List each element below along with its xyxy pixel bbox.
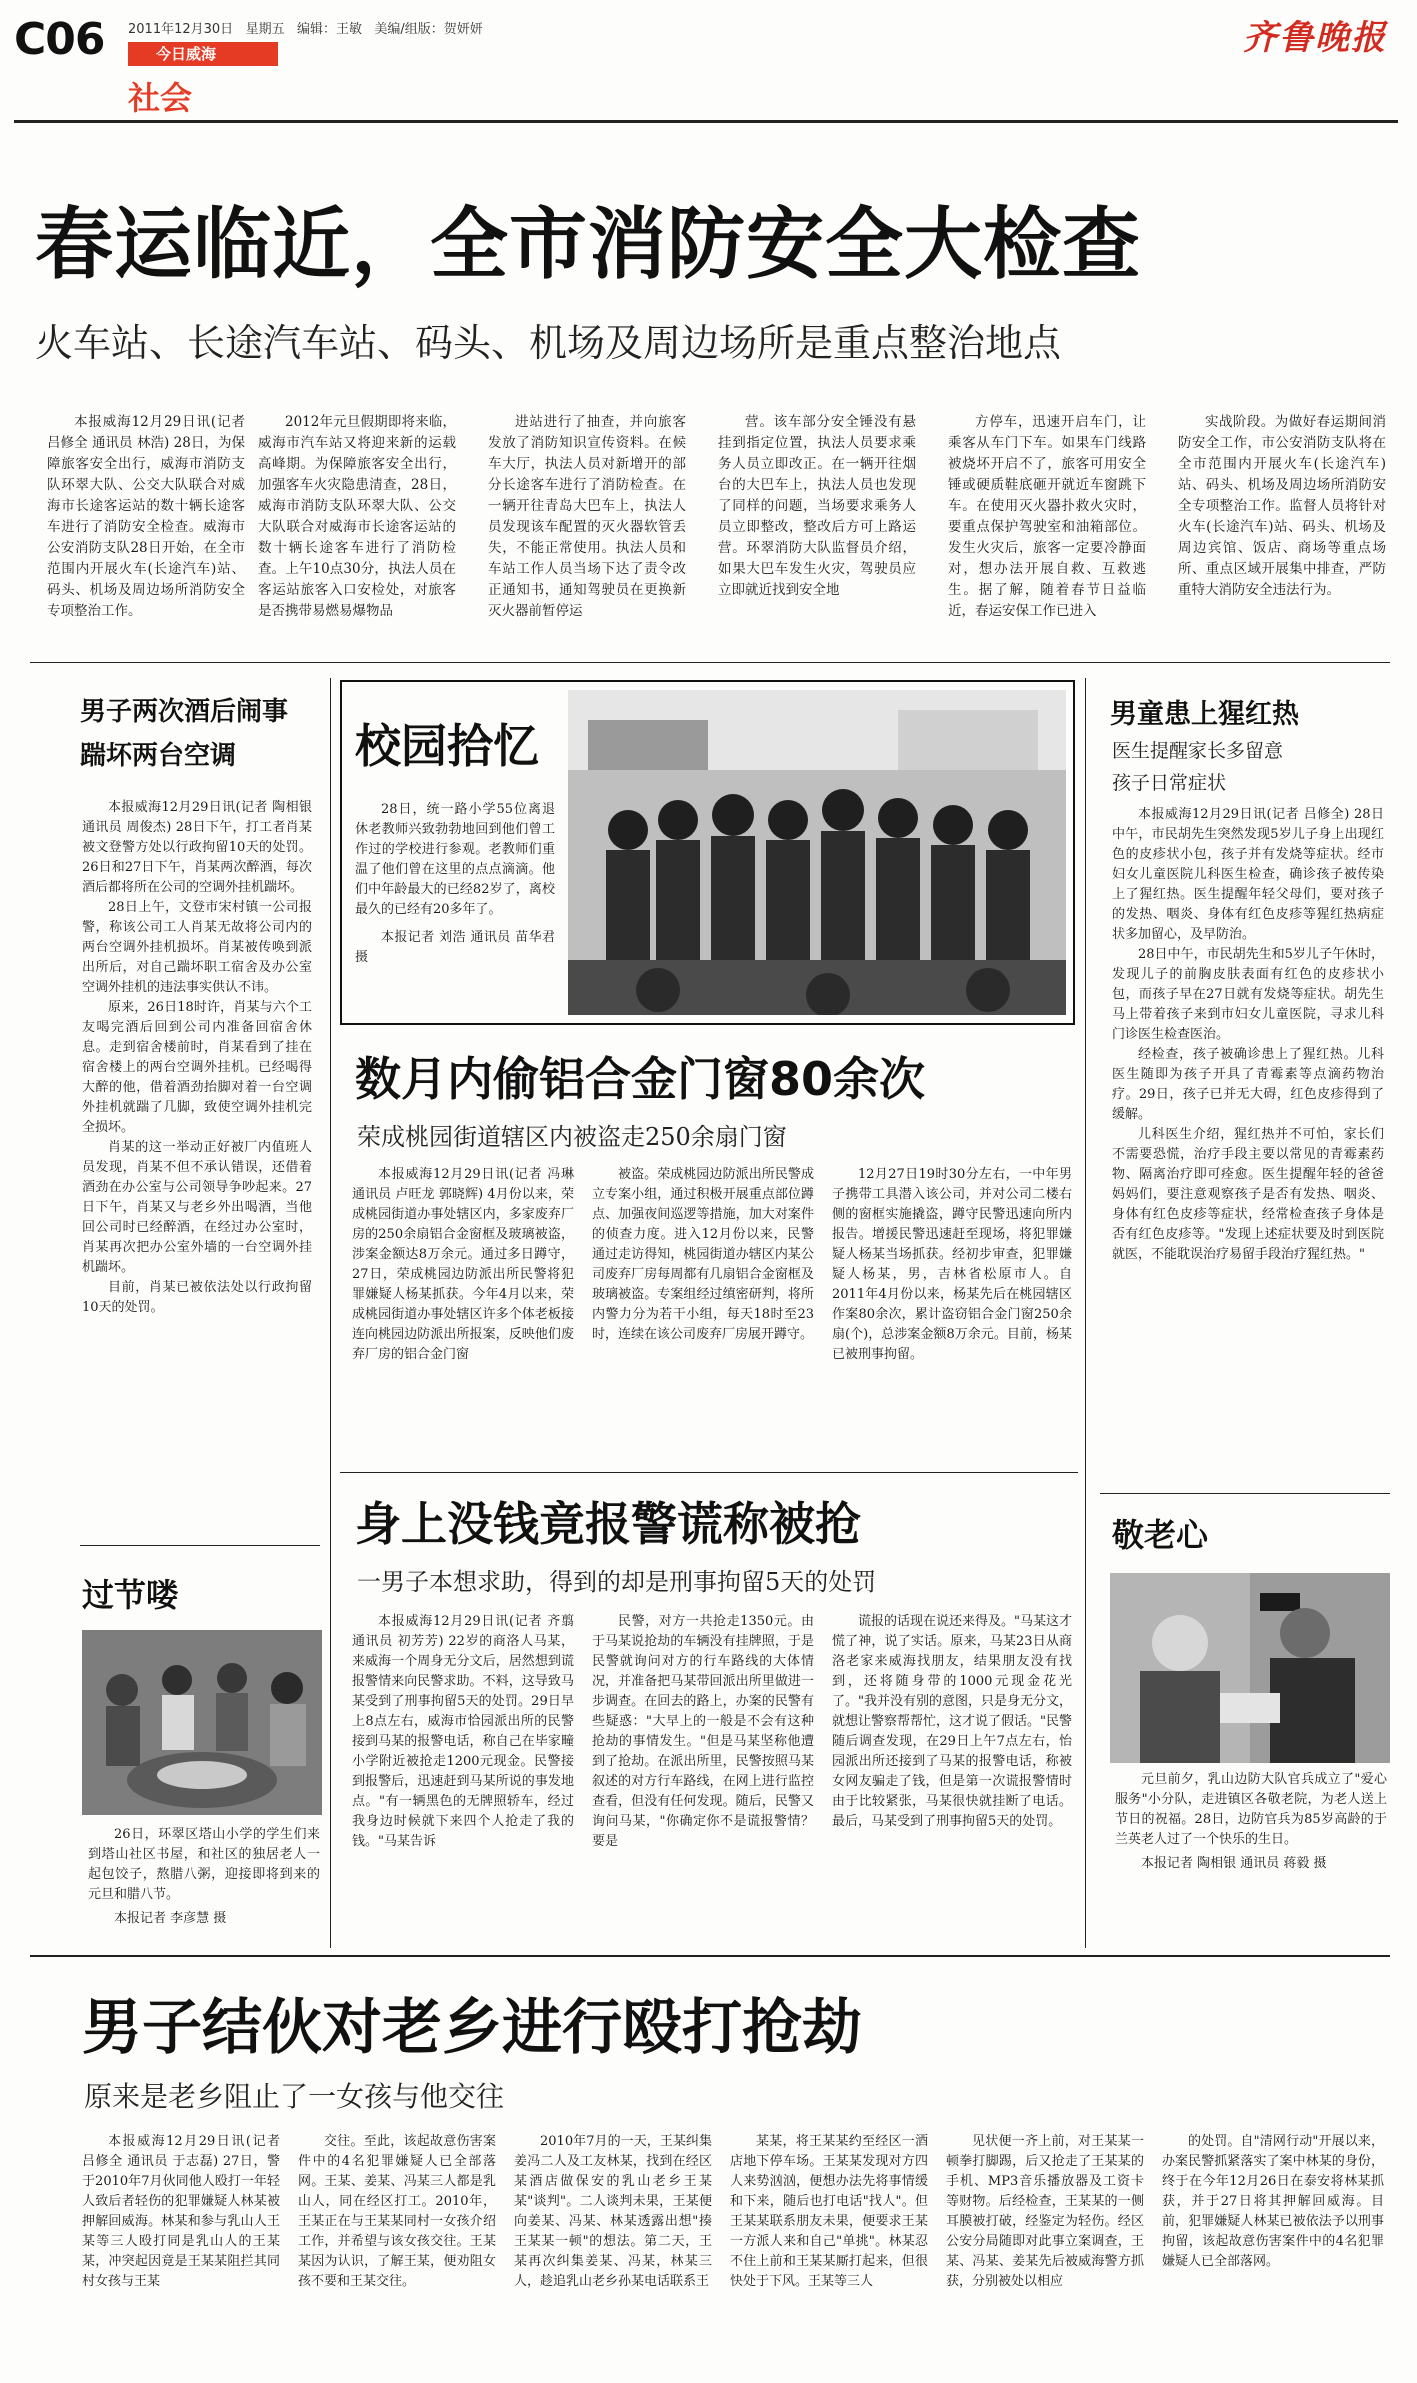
theft-paragraph: 12月27日19时30分左右，一中年男子携带工具潜入该公司，并对公司二楼右侧的窗框实施撬盗，蹲守民警迅速向所内报告。增援民警迅速赶至现场，将犯罪嫌疑人杨某当场抓获。经初步审查，犯罪嫌疑人杨某，男，吉林省松原市人。自2011年4月份以来，杨某先后在桃园辖区作案80余次，累计盗窃铝合金门窗250余扇(个)，总涉案金额8万余元。目前，杨某已被刑事拘留。 bbox=[832, 1167, 1072, 1362]
issue-date: 2011年12月30日 bbox=[128, 22, 234, 37]
bottom-headline: 男子结伙对老乡进行殴打抢劫 bbox=[82, 1993, 862, 2063]
false-report-headline: 身上没钱竟报警谎称被抢 bbox=[355, 1497, 861, 1551]
left-story-body bbox=[82, 798, 312, 1318]
lead-paragraph: 2012年元旦假期即将来临，威海市汽车站又将迎来新的运载高峰期。为保障旅客安全出行，加强客车火灾隐患清查，28日，威海市消防支队环翠大队、公交大队联合对威海市长途客运站的数十辆长途客车进行了消防检查。上午10点30分，执法人员在客运站旅客入口安检处，对旅客是否携带易燃易爆物品 bbox=[258, 414, 456, 619]
theft-subhead: 荣成桃园街道辖区内被盗走250余扇门窗 bbox=[357, 1123, 787, 1151]
left-story-headline bbox=[80, 690, 288, 778]
bottom-paragraph: 某某，将王某某约至经区一酒店地下停车场。王某某发现对方四人来势汹汹，便想办法先将事情缓和下来，随后也打电话"找人"。但王某某联系朋友未果，便要求王某一方派人来和自己"单挑"。林某忍不住上前和王某某厮打起来，但很快处于下风。王某等三人 bbox=[730, 2134, 928, 2289]
right-story-subhead bbox=[1112, 735, 1283, 799]
bottom-paragraph: 的处罚。自"清网行动"开展以来，办案民警抓紧落实了案中林某的身份，终于在今年12月26日在泰安将林某抓获，并于27日将其押解回威海。目前，犯罪嫌疑人林某已被依法予以刑事拘留，该起故意伤害案件中的4名犯罪嫌疑人已全部落网。 bbox=[1162, 2134, 1384, 2269]
festival-caption bbox=[88, 1825, 320, 1929]
left-story-paragraph: 原来，26日18时许，肖某与六个工友喝完酒后回到公司内准备回宿舍休息。走到宿舍楼前时，肖某看到了挂在宿舍楼上的两台空调外挂机。已经喝得大醉的他，借着酒劲抬脚对着一台空调外挂机就踹了几脚，致使空调外挂机完全损坏。 bbox=[82, 1000, 312, 1135]
right-subhead-line2: 孩子日常症状 bbox=[1112, 772, 1227, 794]
issue-weekday: 星期五 bbox=[245, 22, 285, 37]
false-report-paragraph: 本报威海12月29日讯(记者 齐翦 通讯员 初芳芳) 22岁的商洛人马某，来威海一个周身无分文后，居然想到谎报警情来向民警求助。不料，这导致马某受到了刑事拘留5天的处罚。29日早上8点左右，威海市恰园派出所的民警接到马某的报警电话，称自己在毕家疃小学附近被抢走1200元现金。民警接到报警后，迅速赶到马某所说的事发地点。"有一辆黑色的无牌照轿车，经过我身边时候就下来四个人抢走了我的钱。"马某告诉 bbox=[352, 1614, 574, 1849]
left-headline-line2: 踹坏两台空调 bbox=[80, 741, 237, 771]
bottom-column-2 bbox=[298, 2132, 496, 2292]
right-subhead-line1: 医生提醒家长多留意 bbox=[1112, 740, 1284, 762]
false-report-subhead: 一男子本想求助，得到的却是刑事拘留5天的处罚 bbox=[357, 1568, 877, 1596]
lead-column-2 bbox=[258, 412, 456, 622]
lead-column-3 bbox=[488, 412, 686, 622]
festival-caption-text: 26日，环翠区塔山小学的学生们来到塔山社区书屋，和社区的独居老人一起包饺子，熬腊八粥，迎接即将到来的元旦和腊八节。 bbox=[88, 1827, 320, 1902]
theft-bottom-rule bbox=[340, 1472, 1078, 1473]
bottom-paragraph: 2010年7月的一天，王某纠集姜冯二人及工友林某，找到在经区某酒店做保安的乳山老乡王某某"谈判"。二人谈判未果，王某便向姜某、冯某、林某透露出想"揍王某某一顿"的想法。第二天，王某再次纠集姜某、冯某，林某三人，趁追乳山老乡孙某电话联系王 bbox=[514, 2134, 712, 2289]
left-story-paragraph: 肖某的这一举动正好被厂内值班人员发现，肖某不但不承认错误，还借着酒劲在办公室与公司领导争吵起来。27日下午，肖某又与老乡外出喝酒，当他回公司时已经醉酒，在经过办公室时，肖某再次把办公室外墙的一台空调外挂机踹坏。 bbox=[82, 1140, 312, 1275]
lead-column-5 bbox=[948, 412, 1146, 622]
festival-credit: 本报记者 李彦慧 摄 bbox=[114, 1911, 227, 1926]
false-report-paragraph: 民警，对方一共抢走1350元。由于马某说抢劫的车辆没有挂牌照，于是民警就询问对方的行车路线的大体情况，并准备把马某带回派出所里做进一步调查。在回去的路上，办案的民警有些疑惑："大早上的一般是不会有这种抢劫的事情发生。"但是马某坚称他遭到了抢劫。在派出所里，民警按照马某叙述的对方行车路线，在网上进行监控查看，但没有任何发现。随后，民警又询问马某，"你确定你不是谎报警情？要是 bbox=[592, 1614, 814, 1849]
masthead-date-line bbox=[128, 18, 483, 37]
lead-column-4 bbox=[718, 412, 916, 601]
lead-paragraph: 进站进行了抽查，并向旅客发放了消防知识宣传资料。在候车大厅，执法人员对新增开的部分长途客车进行了消防检查。在一辆开往青岛大巴车上，执法人员发现该车配置的灭火器软管丢失，不能正常使用。执法人员和车站工作人员当场下达了责令改正通知书，通知驾驶员在更换新灭火器前暂停运 bbox=[488, 414, 686, 619]
lead-headline: 春运临近，全市消防安全大检查 bbox=[35, 200, 1142, 290]
left-story-paragraph: 本报威海12月29日讯(记者 陶相银 通讯员 周俊杰) 28日下午，打工者肖某被文登警方处以行政拘留10天的处罚。26日和27日下午，肖某两次醉酒，每次酒后都将所在公司的空调外挂机踹坏。 bbox=[82, 800, 312, 895]
lead-paragraph: 方停车，迅速开启车门，让乘客从车门下车。如果车门线路被烧坏开启不了，旅客可用安全锤或硬质鞋底砸开就近车窗跳下车。在使用灭火器扑救火灾时，要重点保护驾驶室和油箱部位。发生火灾后，旅客一定要冷静面对，想办法开展自救、互救逃生。据了解，随着春节日益临近，春运安保工作已进入 bbox=[948, 414, 1146, 619]
paper-logo: 齐鲁晚报 bbox=[1243, 18, 1387, 58]
elder-caption bbox=[1115, 1770, 1387, 1874]
left-column-rule bbox=[330, 678, 331, 1948]
right-story-paragraph: 儿科医生介绍，猩红热并不可怕，家长们不需要恐慌，治疗手段主要以常见的青霉素药物、隔离治疗即可痊愈。医生提醒年轻的爸爸妈妈们，要注意观察孩子是否有发热、咽炎、身体有红色皮疹等症状，经常检查孩子身体是否有红色皮疹等。"发现上述症状要及时到医院就医，不能耽误治疗易留手段治疗猩红热。" bbox=[1112, 1127, 1384, 1262]
elder-photo bbox=[1110, 1573, 1390, 1763]
right-story-body bbox=[1112, 805, 1384, 1265]
page-number: C06 bbox=[14, 14, 105, 65]
designer-credit: 美编/组版：贺妍妍 bbox=[374, 22, 483, 37]
section-title: 社会 bbox=[128, 79, 193, 117]
campus-photo bbox=[568, 690, 1066, 1015]
lead-paragraph: 实战阶段。为做好春运期间消防安全工作，市公安消防支队将在全市范围内开展火车(长途汽车)站、码头、机场及周边场所消防安全专项整治工作。监督人员将针对火车(长途汽车)站、码头、机场及周边宾馆、饭店、商场等重点场所、重点区域开展集中排查，严防重特大消防安全违法行为。 bbox=[1178, 414, 1386, 598]
lead-paragraph: 营。该车部分安全锤没有悬挂到指定位置，执法人员要求乘务人员立即改正。在一辆开往烟台的大巴车上，执法人员也发现了同样的问题，当场要求乘务人员立即整改，整改后方可上路运营。环翠消防大队监督员介绍，如果大巴车发生火灾，驾驶员应立即就近找到安全地 bbox=[718, 414, 916, 598]
lead-column-6 bbox=[1178, 412, 1386, 601]
lead-bottom-rule bbox=[30, 662, 1390, 663]
theft-headline: 数月内偷铝合金门窗80余次 bbox=[355, 1052, 926, 1106]
bottom-subhead: 原来是老乡阻止了一女孩与他交往 bbox=[84, 2080, 505, 2113]
campus-credit: 本报记者 刘浩 通讯员 苗华君 摄 bbox=[355, 930, 555, 965]
campus-photo-title: 校园拾忆 bbox=[355, 719, 539, 773]
left-headline-line1: 男子两次酒后闹事 bbox=[80, 697, 289, 727]
bottom-paragraph: 见状便一齐上前，对王某某一顿拳打脚踢，后又抢走了王某某的手机、MP3音乐播放器及工资卡等财物。后经检查，王某某的一侧耳膜被打破，经鉴定为轻伤。经区公安分局随即对此事立案调查，王某、冯某、姜某先后被威海警方抓获，分别被处以相应 bbox=[946, 2134, 1144, 2289]
right-column-rule bbox=[1085, 678, 1086, 1948]
masthead-rule bbox=[14, 120, 1398, 123]
bottom-column-3 bbox=[514, 2132, 712, 2292]
left-story-paragraph: 目前，肖某已被依法处以行政拘留10天的处罚。 bbox=[82, 1280, 312, 1315]
bottom-column-6 bbox=[1162, 2132, 1384, 2272]
bottom-paragraph: 交往。至此，该起故意伤害案件中的4名犯罪嫌疑人已全部落网。王某、姜某、冯某三人都是乳山人，同在经区打工。2010年，王某正在与王某某同村一女孩介绍工作，并希望与该女孩交往。王某某因为认识，了解王某，便劝阻女孩不要和王某交往。 bbox=[298, 2134, 496, 2289]
theft-paragraph: 本报威海12月29日讯(记者 冯琳 通讯员 卢旺龙 郭晓辉) 4月份以来，荣成桃园街道办事处辖区内，多家废弃厂房的250余扇铝合金窗框及玻璃被盗，涉案金额达8万余元。通过多日蹲守，27日，荣成桃园边防派出所民警将犯罪嫌疑人杨某抓获。今年4月以来，荣成桃园街道办事处辖区许多个体老板接连向桃园边防派出所报案，反映他们废弃厂房的铝合金门窗 bbox=[352, 1167, 574, 1362]
bottom-column-4 bbox=[730, 2132, 928, 2292]
right-story-paragraph: 经检查，孩子被确诊患上了猩红热。儿科医生随即为孩子开具了青霉素等点滴药物治疗。29日，孩子已并无大碍，红色皮疹得到了缓解。 bbox=[1112, 1047, 1384, 1122]
editor-credit: 编辑：王敏 bbox=[297, 22, 363, 37]
festival-photo-title: 过节喽 bbox=[82, 1576, 179, 1614]
bottom-top-rule bbox=[30, 1955, 1390, 1957]
false-report-column-2 bbox=[592, 1612, 814, 1852]
lead-paragraph: 本报威海12月29日讯(记者 吕修全 通讯员 林浩) 28日，为保障旅客安全出行，威海市消防支队环翠大队、公交大队联合对威海市长途客运站的数十辆长途客车进行了消防安全检查。威海市公安消防支队28日开始，在全市范围内开展火车(长途汽车)站、码头、机场及周边场所消防安全专项整治工作。 bbox=[47, 414, 245, 619]
bottom-paragraph: 本报威海12月29日讯(记者 吕修全 通讯员 于志磊) 27日，警于2010年7月伙同他人殴打一年轻人致后者轻伤的犯罪嫌疑人林某被押解回威海。林某和参与乳山人王某等三人殴打同是乳山人的王某某，冲突起因竟是王某某阻拦其同村女孩与王某 bbox=[82, 2134, 280, 2289]
campus-caption bbox=[355, 800, 555, 968]
theft-column-3 bbox=[832, 1165, 1072, 1365]
false-report-column-3 bbox=[832, 1612, 1072, 1832]
elder-credit: 本报记者 陶相银 通讯员 蒋毅 摄 bbox=[1141, 1856, 1327, 1871]
false-report-paragraph: 谎报的话现在说还来得及。"马某这才慌了神，说了实话。原来，马某23日从商洛老家来威海找朋友，结果朋友没有找到，还将随身带的1000元现金花光了。"我并没有别的意图，只是身无分文，就想让警察帮帮忙，这才说了假话。"民警随后调查发现，在29日上午7点左右，怡园派出所还接到了马某的报警电话，称被女网友骗走了钱，但是第一次谎报警情时由于比较紧张，马某很快就挂断了电话。最后，马某受到了刑事拘留5天的处罚。 bbox=[832, 1614, 1072, 1829]
bottom-column-5 bbox=[946, 2132, 1144, 2292]
column-tag: 今日威海 bbox=[128, 42, 278, 66]
left-divider bbox=[80, 1545, 320, 1546]
theft-column-2 bbox=[592, 1165, 814, 1345]
campus-caption-text: 28日，统一路小学55位离退休老教师兴致勃勃地回到他们曾工作过的学校进行参观。老教师们重温了他们曾在这里的点点滴滴。他们中年龄最大的已经82岁了，离校最久的已经有20多年了。 bbox=[355, 802, 555, 917]
theft-paragraph: 被盗。荣成桃园边防派出所民警成立专案小组，通过积极开展重点部位蹲点、加强夜间巡逻等措施，加大对案件的侦查力度。进入12月份以来，民警通过走访得知，桃园街道办辖区内某公司废弃厂房每周都有几扇铝合金窗框及玻璃被盗。专案组经过缜密研判，将所内警力分为若干小组，每天18时至23时，连续在该公司废弃厂房展开蹲守。 bbox=[592, 1167, 814, 1342]
elder-caption-text: 元旦前夕，乳山边防大队官兵成立了"爱心服务"小分队，走进镇区各敬老院，为老人送上节日的祝福。28日，边防官兵为85岁高龄的于兰英老人过了一个快乐的生日。 bbox=[1115, 1772, 1387, 1847]
false-report-column-1 bbox=[352, 1612, 574, 1852]
right-story-paragraph: 本报威海12月29日讯(记者 吕修全) 28日中午，市民胡先生突然发现5岁儿子身上出现红色的皮疹状小包，孩子并有发烧等症状。经市妇女儿童医院儿科医生检查，确诊孩子被传染上了猩红热。医生提醒年轻父母们，要对孩子的发热、咽炎、身体有红色皮疹等猩红热病症状多加留心，及早防治。 bbox=[1112, 807, 1384, 942]
right-story-paragraph: 28日中午，市民胡先生和5岁儿子午休时，发现儿子的前胸皮肤表面有红色的皮疹状小包，而孩子早在27日就有发烧等症状。胡先生马上带着孩子来到市妇女儿童医院，寻求儿科门诊医生检查医治。 bbox=[1112, 947, 1384, 1042]
lead-subhead: 火车站、长途汽车站、码头、机场及周边场所是重点整治地点 bbox=[35, 321, 1062, 365]
right-story-headline: 男童患上猩红热 bbox=[1110, 699, 1299, 730]
lead-column-1 bbox=[47, 412, 245, 622]
festival-photo bbox=[82, 1630, 322, 1815]
left-story-paragraph: 28日上午，文登市宋村镇一公司报警，称该公司工人肖某无故将公司内的两台空调外挂机损坏。肖某被传唤到派出所后，对自己踹坏职工宿舍及办公室空调外挂机的违法事实供认不讳。 bbox=[82, 900, 312, 995]
right-divider bbox=[1100, 1493, 1390, 1494]
elder-photo-title: 敬老心 bbox=[1112, 1516, 1209, 1554]
theft-column-1 bbox=[352, 1165, 574, 1365]
bottom-column-1 bbox=[82, 2132, 280, 2292]
